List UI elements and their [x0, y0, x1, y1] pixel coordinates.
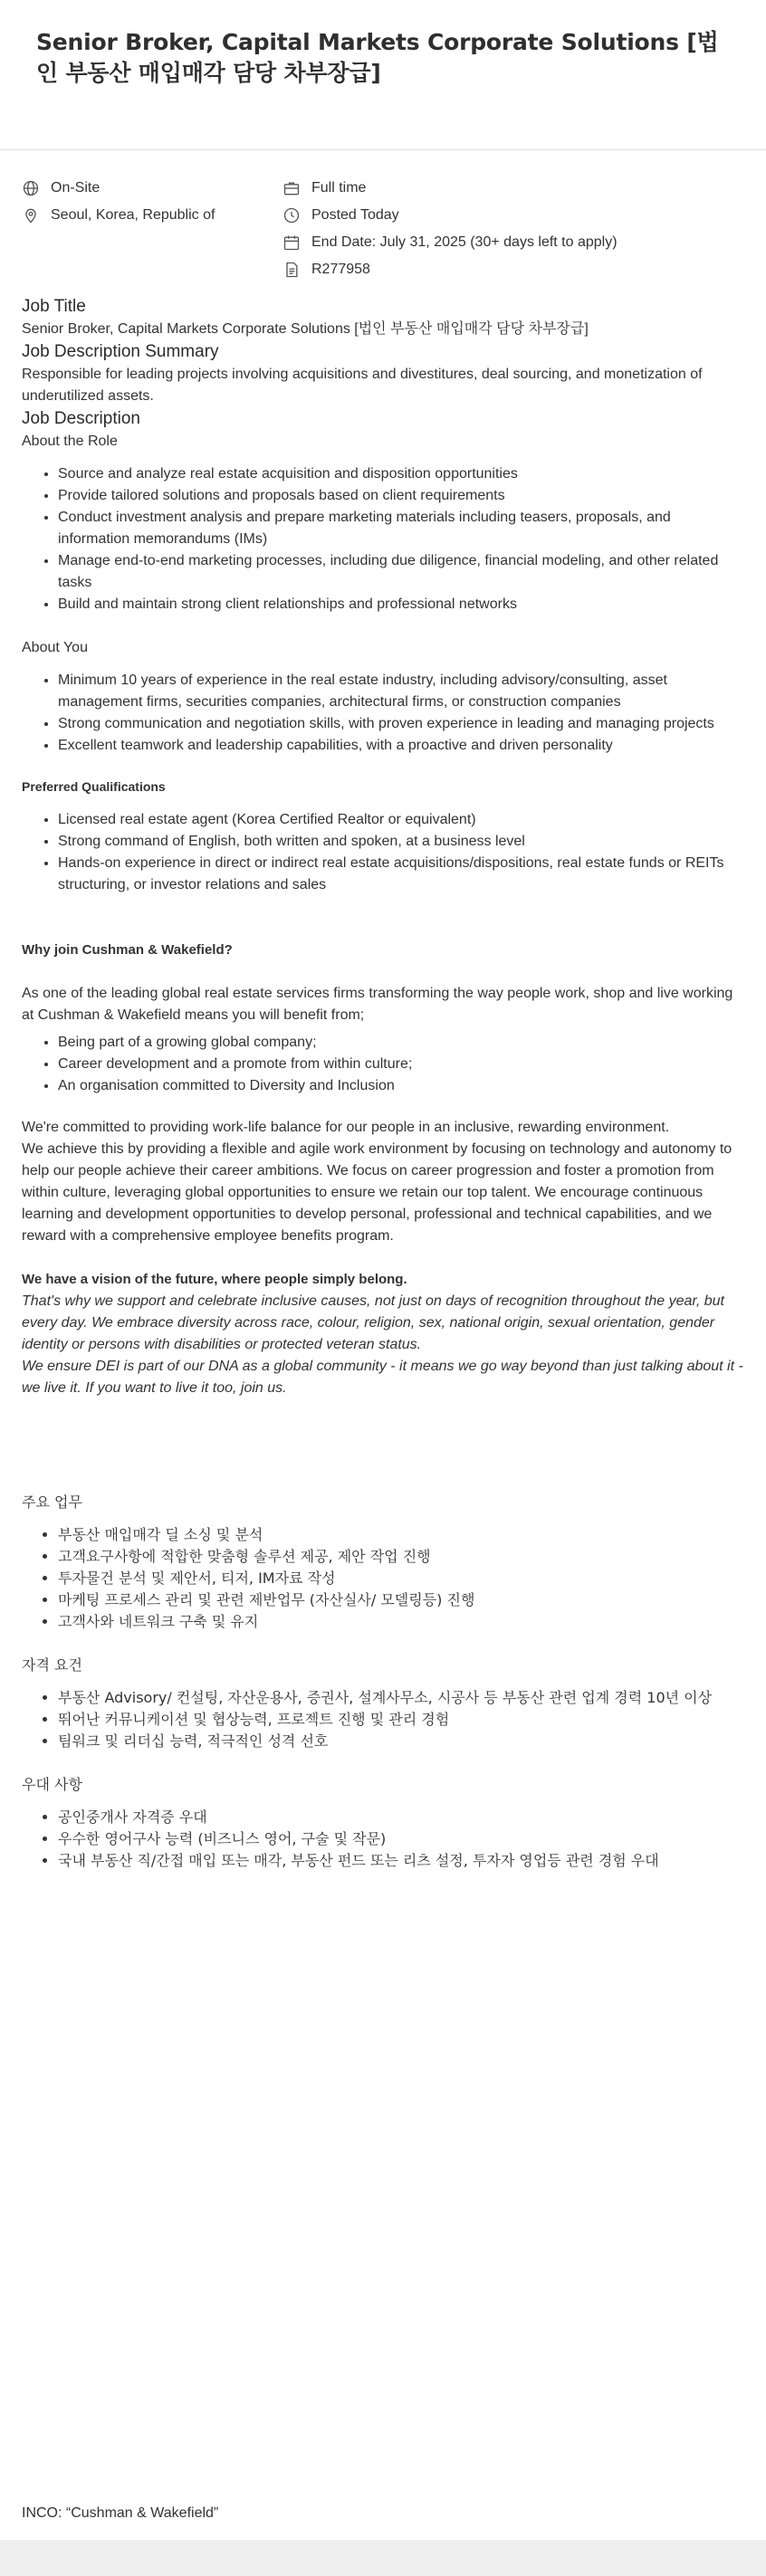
globe-icon	[22, 179, 40, 197]
summary-label: Job Description Summary	[22, 342, 219, 361]
page-title: Senior Broker, Capital Markets Corporate Solutions [법인 부동산 매입매각 담당 차부장급]	[36, 29, 719, 86]
about-you-label: About You	[22, 640, 88, 655]
posted-text: Posted Today	[311, 207, 399, 223]
end-date-text: End Date: July 31, 2025 (30+ days left to apply)	[311, 234, 618, 250]
list-item: • An organisation committed to Diversity and Inclusion	[58, 1075, 744, 1097]
location-pin-icon	[22, 206, 40, 224]
job-meta	[0, 150, 766, 295]
list-item: • Source and analyze real estate acquisition and disposition opportunities	[58, 463, 744, 485]
list-item: • Provide tailored solutions and proposals based on client requirements	[58, 485, 744, 507]
list-item: • 고객요구사항에 적합한 맞춤형 솔루션 제공, 제안 작업 진행	[58, 1546, 744, 1568]
list-item: • 우수한 영어구사 능력 (비즈니스 영어, 구술 및 작문)	[58, 1828, 744, 1850]
worklife-line: We're committed to providing work-life balance for our people in an inclusive, rewarding environment.	[22, 1120, 670, 1135]
list-item: • Build and maintain strong client relationships and professional networks	[58, 594, 744, 615]
list-item: • Hands-on experience in direct or indirect real estate acquisitions/dispositions, real estate funds or REITs structuring, or investor relations and sales	[58, 853, 744, 896]
list-item: • 공인중개사 자격증 우대	[58, 1807, 744, 1828]
time-type-text: Full time	[311, 180, 367, 196]
about-you-list	[22, 670, 744, 757]
about-role-label: About the Role	[22, 434, 118, 449]
kr-req-list	[22, 1687, 744, 1752]
req-id-text: R277958	[311, 262, 370, 277]
list-item: • Being part of a growing global company;	[58, 1032, 744, 1054]
kr-pref-list	[22, 1807, 744, 1872]
list-item: • Strong communication and negotiation skills, with proven experience in leading and managing projects	[58, 713, 744, 735]
job-description	[0, 295, 766, 1872]
description-label: Job Description	[22, 409, 140, 428]
list-item: • Strong command of English, both written and spoken, at a business level	[58, 831, 744, 853]
why-join-list	[22, 1032, 744, 1097]
meta-time-type	[282, 179, 366, 197]
kr-duties-list	[22, 1524, 744, 1633]
job-title-label: Job Title	[22, 297, 86, 316]
summary-text: Responsible for leading projects involving acquisitions and divestitures, deal sourcing, and monetization of underutilized assets.	[22, 367, 703, 404]
meta-location-type	[22, 179, 100, 197]
kr-pref-label: 우대 사항	[22, 1776, 82, 1793]
preferred-label: Preferred Qualifications	[22, 779, 166, 794]
list-item: • 고객사와 네트워크 구축 및 유지	[58, 1611, 744, 1633]
document-icon	[282, 261, 301, 279]
list-item: • Minimum 10 years of experience in the real estate industry, including advisory/consulting, asset management firms, securities companies, architectural firms, or construction companies	[58, 670, 744, 713]
job-header	[0, 0, 766, 150]
list-item: • 뛰어난 커뮤니케이션 및 협상능력, 프로젝트 진행 및 관리 경험	[58, 1709, 744, 1731]
about-role-list	[22, 463, 744, 615]
list-item: • 부동산 매입매각 딜 소싱 및 분석	[58, 1524, 744, 1546]
list-item: • 부동산 Advisory/ 컨설팅, 자산운용사, 증권사, 설계사무소, 시공사 등 부동산 관련 업계 경력 10년 이상	[58, 1687, 744, 1709]
list-item: • Excellent teamwork and leadership capabilities, with a proactive and driven personality	[58, 735, 744, 757]
meta-end-date	[282, 234, 618, 252]
vision-paragraph-2: We ensure DEI is part of our DNA as a global community - it means we go way beyond than just talking about it - we live it. If you want to live it too, join us.	[22, 1359, 743, 1396]
kr-duties-label: 주요 업무	[22, 1493, 82, 1511]
list-item: • Licensed real estate agent (Korea Certified Realtor or equivalent)	[58, 809, 744, 831]
vision-label: We have a vision of the future, where people simply belong.	[22, 1272, 407, 1287]
meta-posted	[282, 206, 399, 224]
meta-location	[22, 206, 215, 224]
list-item: • 국내 부동산 직/간접 매입 또는 매각, 부동산 펀드 또는 리츠 설정, 투자자 영업등 관련 경험 우대	[58, 1850, 744, 1872]
list-item: • 투자물건 분석 및 제안서, 티저, IM자료 작성	[58, 1568, 744, 1589]
list-item: • Manage end-to-end marketing processes, including due diligence, financial modeling, and other related tasks	[58, 550, 744, 594]
meta-req-id	[282, 261, 370, 279]
list-item: • 마케팅 프로세스 관리 및 관련 제반업무 (자산실사/ 모델링등) 진행	[58, 1589, 744, 1611]
inco-note: INCO: “Cushman & Wakefield”	[22, 2505, 219, 2521]
worklife-paragraph: We achieve this by providing a flexible and agile work environment by focusing on technology and autonomy to help our people achieve their career ambitions. We focus on career progression and foster a promotion from within culture, leveraging global opportunities to ensure we retain our top talent. We encourage continuous learning and development opportunities to develop personal, professional and technical capabilities, and we reward with a comprehensive employee benefits program.	[22, 1141, 732, 1244]
preferred-list	[22, 809, 744, 896]
location-text: Seoul, Korea, Republic of	[51, 207, 215, 223]
job-title-value: Senior Broker, Capital Markets Corporate Solutions [법인 부동산 매입매각 담당 차부장급]	[22, 321, 589, 337]
location-type-text: On-Site	[51, 180, 101, 196]
page-footer	[0, 2540, 766, 2576]
clock-icon	[282, 206, 301, 224]
why-join-intro: As one of the leading global real estate services firms transforming the way people work, shop and live working at Cushman & Wakefield means you will benefit from;	[22, 986, 733, 1023]
briefcase-icon	[282, 179, 301, 197]
list-item: • Conduct investment analysis and prepare marketing materials including teasers, proposals, and information memorandums (IMs)	[58, 507, 744, 550]
list-item: • 팀워크 및 리더십 능력, 적극적인 성격 선호	[58, 1731, 744, 1752]
kr-req-label: 자격 요건	[22, 1656, 82, 1674]
why-join-label: Why join Cushman & Wakefield?	[22, 942, 233, 958]
calendar-icon	[282, 234, 301, 252]
list-item: • Career development and a promote from within culture;	[58, 1054, 744, 1075]
vision-paragraph-1: That's why we support and celebrate inclusive causes, not just on days of recognition throughout the year, but every day. We embrace diversity across race, colour, religion, sex, national origin, sexual orientation, gender identity or persons with disabilities or protected veteran status.	[22, 1293, 724, 1352]
